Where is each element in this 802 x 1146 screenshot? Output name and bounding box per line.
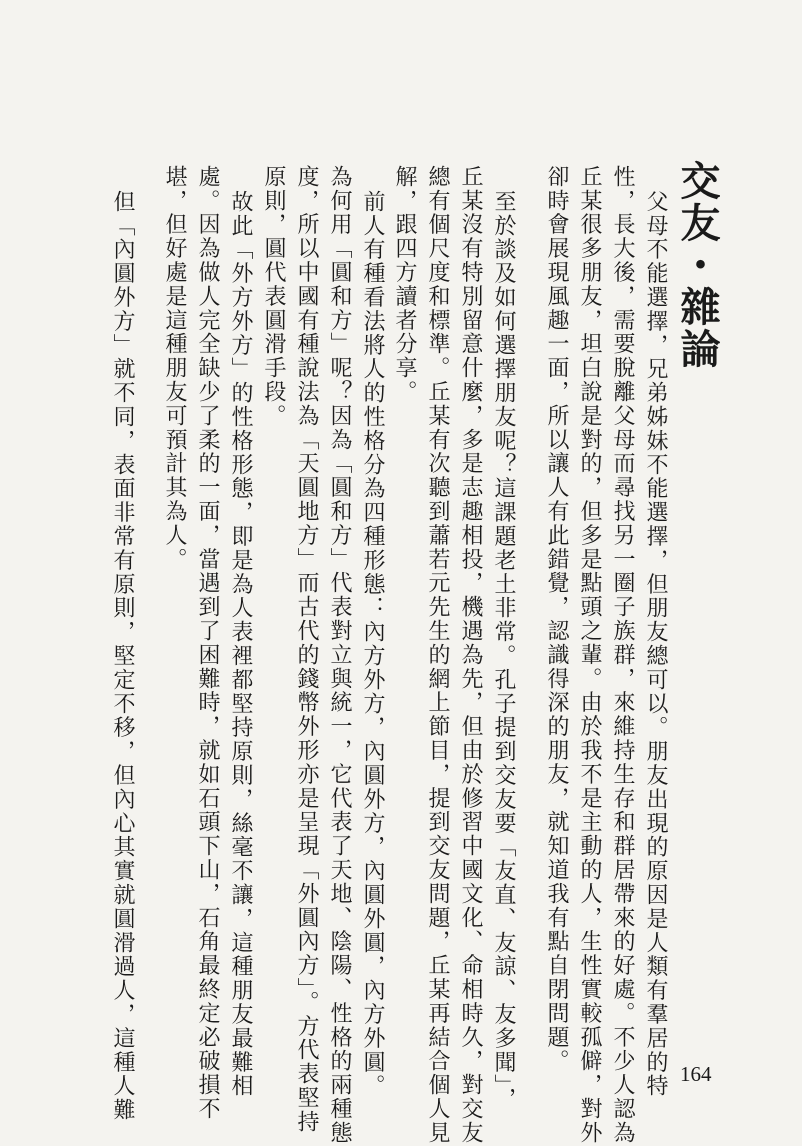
- text-column: 前人有種看法將人的性格分為四種形態：內方外方，內圓外方，內圓外圓，內方外圓。: [360, 190, 385, 1099]
- text-column: 性，長大後，需要脫離父母而尋找另一圈子族群，來維持生存和群居帶來的好處。不少人認為: [610, 165, 635, 1145]
- text-column: 總有個尺度和標準。丘某有次聽到蕭若元先生的網上節目，提到交友問題，丘某再結合個人見: [425, 165, 450, 1145]
- text-column: 堪，但好處是這種朋友可預計其為人。: [162, 165, 187, 572]
- text-column: 至於談及如何選擇朋友呢？這課題老土非常。孔子提到交友要「友直、友諒、友多聞」，: [491, 190, 516, 1112]
- text-column: 丘某很多朋友，坦白說是對的，但多是點頭之輩。由於我不是主動的人，生性實較孤僻，對外: [577, 165, 602, 1145]
- text-column: 解，跟四方讀者分享。: [392, 165, 417, 404]
- page-number: 164: [680, 1062, 712, 1086]
- text-column: 為何用「圓和方」呢？因為「圓和方」代表對立與統一，它代表了天地、陰陽、性格的兩種態: [327, 165, 352, 1145]
- text-column: 處。因為做人完全缺少了柔的一面，當遇到了困難時，就如石頭下山，石角最終定必破損不: [195, 165, 220, 1121]
- text-column: 故此「外方外方」的性格形態，即是為人表裡都堅持原則，絲毫不讓，這種朋友最難相: [228, 190, 253, 1099]
- text-column: 度，所以中國有種說法為「天圓地方」而古代的錢幣外形亦是呈現「外圓內方」。方代表堅持: [294, 165, 319, 1134]
- text-column: 丘某沒有特別留意什麼，多是志趣相投，機遇為先，但由於修習中國文化、命相時久，對交友: [458, 165, 483, 1145]
- text-column: 但「內圓外方」就不同，表面非常有原則，堅定不移，但內心其實就圓滑過人，這種人難: [110, 190, 135, 1123]
- chapter-title: 交友・雜論: [674, 160, 721, 370]
- text-column: 原則，圓代表圓滑手段。: [261, 165, 286, 428]
- text-column: 父母不能選擇，兄弟姊妹不能選擇，但朋友總可以。朋友出現的原因是人類有羣居的特: [643, 190, 668, 1099]
- text-column: 卻時會展現風趣一面，所以讓人有此錯覺，認識得深的朋友，就知道我有點自閉問題。: [544, 165, 569, 1074]
